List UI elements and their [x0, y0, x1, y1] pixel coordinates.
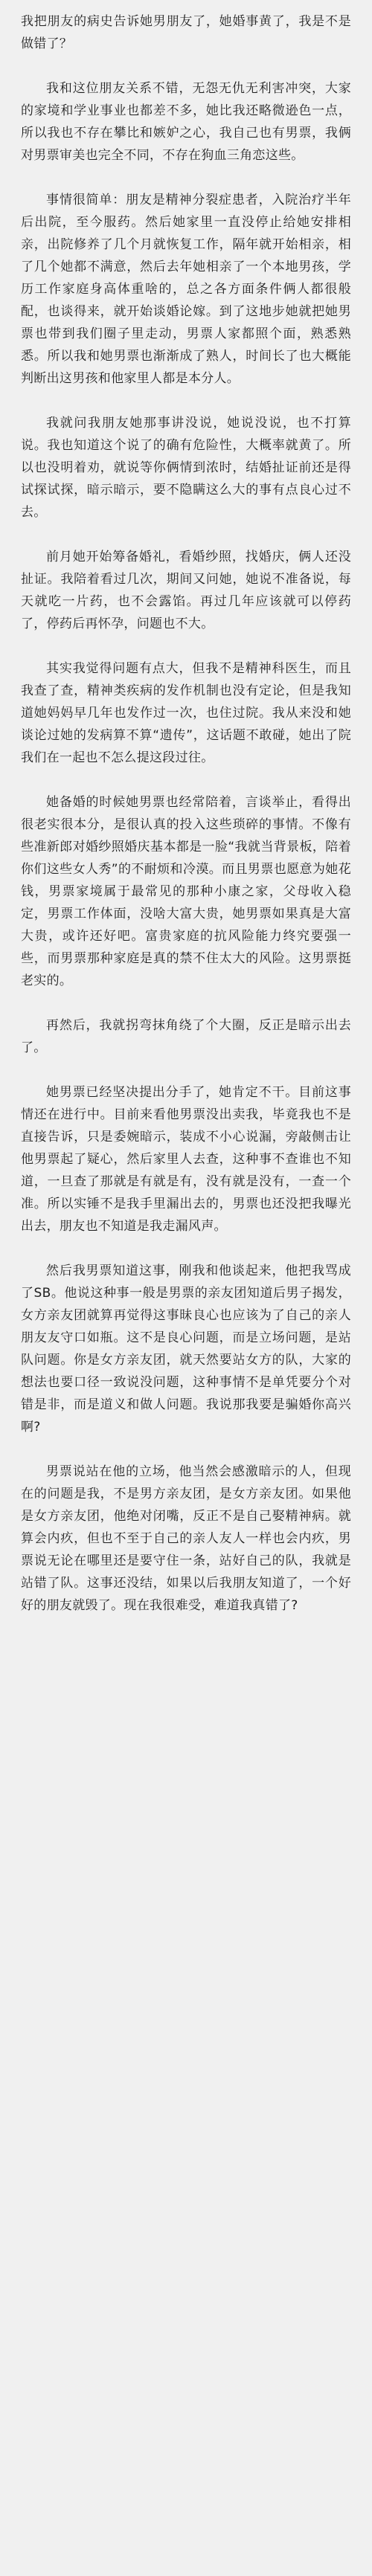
paragraph-concern: 其实我觉得问题有点大，但我不是精神科医生，而且我查了查，精神类疾病的发作机制也没有定论，但是我知道她妈妈早几年也发作过一次，也住过院。我从来没和她谈论过她的发病算不算“遗传”，这话题不敢碰，她出了院我们在一起也不怎么提这段过往。	[21, 661, 351, 765]
article-title: 我把朋友的病史告诉她男朋友了，她婚事黄了，我是不是做错了？	[21, 14, 351, 51]
paragraph-conclusion: 男票说站在他的立场，他当然会感激暗示的人，但现在的问题是我，不是男方亲友团，是女方亲友团。如果他是女方亲友团，他绝对闭嘴，反正不是自己娶精神病。就算会内疚，但也不至于自己的亲人友人一样也会内疚，男票说无论在哪里还是要守住一条，站好自己的队，我就是站错了队。这事还没结，如果以后我朋友知道了，一个好好的朋友就毁了。现在我很难受，难道我真错了?	[21, 1464, 351, 1613]
paragraph-breakup: 她男票已经坚决提出分手了，她肯定不干。目前这事情还在进行中。目前来看他男票没出卖我，毕竟我也不是直接告诉，只是委婉暗示，装成不小心说漏，旁敲侧击让他男票起了疑心，然后家里人去查，这种事不查谁也不知道，一旦查了那就是有就是有，没有就是没有，一查一个准。所以实锤不是我手里漏出去的，男票也还没把我曝光出去，朋友也不知道是我走漏风声。	[21, 1085, 351, 1234]
paragraph-my-boyfriend: 然后我男票知道这事，刚我和他谈起来，他把我骂成了SB。他说这种事一般是男票的亲友团知道后男子揭发，女方亲友团就算再觉得这事昧良心也应该为了自己的亲人朋友友守口如瓶。这不是良心问题，而是立场问题，是站队问题。你是女方亲友团，就天然要站女方的队，大家的想法也要口径一致说没问题，这种事情不是单凭要分个对错是非，而是道义和做人问题。我说那我要是骗婚你高兴啊?	[21, 1263, 351, 1434]
paragraph-relationship: 我和这位朋友关系不错，无怨无仇无利害冲突，大家的家境和学业事业也都差不多，她比我还略微逊色一点，所以我也不存在攀比和嫉妒之心，我自己也有男票，我俩对男票审美也完全不同，不存在狗血三角恋这些。	[21, 81, 351, 163]
paragraph-hinted: 再然后，我就拐弯抹角绕了个大圈，反正是暗示出去了。	[21, 1018, 351, 1055]
paragraph-boyfriend: 她备婚的时候她男票也经常陪着，言谈举止，看得出很老实很本分，是很认真的投入这些琐碎的事情。不像有些准新郎对婚纱照婚庆基本都是一脸“我就当背景板，陪着你们这些女人秀”的不耐烦和冷漠。而且男票也愿意为她花钱，男票家境属于最常见的那种小康之家，父母收入稳定，男票工作体面，没啥大富大贵，她男票如果真是大富大贵，或许还好吧。富贵家庭的抗风险能力终究要强一些，而男票那种家庭是真的禁不住太大的风险。这男票挺老实的。	[21, 795, 351, 988]
paragraph-wedding-prep: 前月她开始筹备婚礼，看婚纱照，找婚庆，俩人还没扯证。我陪着看过几次，期间又问她，她说不准备说，每天就吃一片药，也不会露馅。再过几年应该就可以停药了，停药后再怀孕，问题也不大。	[21, 550, 351, 631]
paragraph-background: 事情很简单：朋友是精神分裂症患者，入院治疗半年后出院，至今服药。然后她家里一直没停止给她安排相亲，出院修养了几个月就恢复工作，隔年就开始相亲，相了几个她都不满意，然后去年她相亲了一个本地男孩，学历工作家庭身高体重啥的，总之各方面条件俩人都很般配，也谈得来，就开始谈婚论嫁。到了这地步她就把她男票也带到我们圈子里走动，男票人家都照个面，熟悉熟悉。所以我和她男票也渐渐成了熟人，时间长了也大概能判断出这男孩和他家里人都是本分人。	[21, 193, 351, 386]
paragraph-asked-friend: 我就问我朋友她那事讲没说，她说没说，也不打算说。我也知道这个说了的确有危险性，大概率就黄了。所以也没明着劝，就说等你俩情到浓时，结婚扯证前还是得试探试探，暗示暗示，要不隐瞒这么大的事有点良心过不去。	[21, 416, 351, 520]
